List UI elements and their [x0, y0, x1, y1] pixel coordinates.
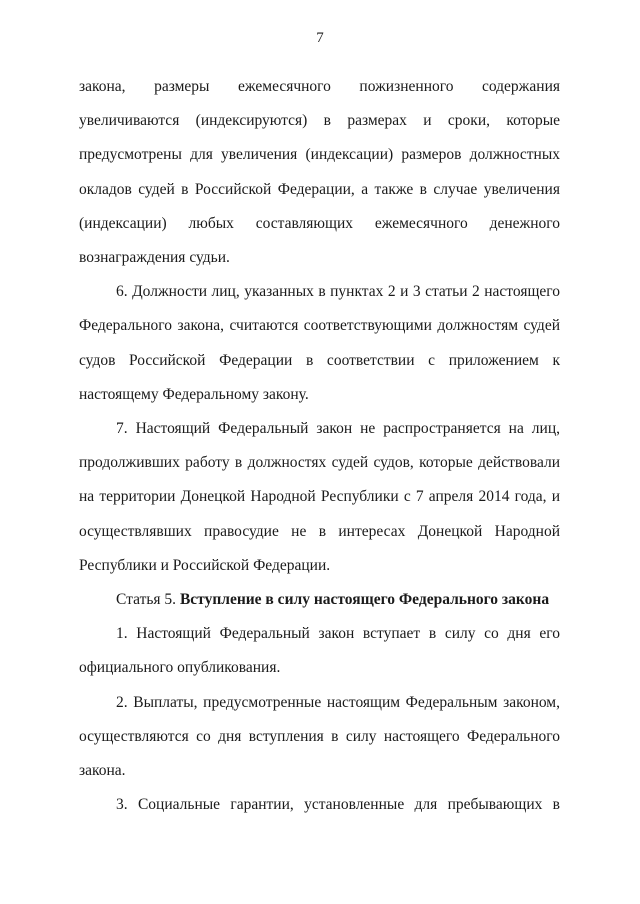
paragraph-continuation: закона, размеры ежемесячного пожизненного содержания увеличиваются (индексируются) в размерах и сроки, которые предусмотрены для увеличения (индексации) размеров должностных окладов судей в Российской Федерации, а также в случае увеличения (индексации) любых составляющих ежемесячного денежного вознаграждения судьи.	[79, 78, 560, 267]
paragraph-item-7: 7. Настоящий Федеральный закон не распространяется на лиц, продолживших работу в должностях судей судов, которые действовали на территории Донецкой Народной Республики с 7 апреля 2014 года, и осуществлявших правосудие не в интересах Донецкой Народной Республики и Российской Федерации.	[79, 420, 560, 574]
article-5-title: Вступление в силу настоящего Федерального закона	[179, 591, 550, 609]
article-5-item-2: 2. Выплаты, предусмотренные настоящим Федеральным законом, осуществляются со дня вступления в силу настоящего Федерального закона.	[79, 693, 560, 780]
document-body	[79, 70, 560, 822]
paragraph-item-6: 6. Должности лиц, указанных в пунктах 2 и 3 статьи 2 настоящего Федерального закона, считаются соответствующими должностям судей судов Российской Федерации в соответствии с приложением к настоящему Федеральному закону.	[79, 283, 560, 403]
article-5-item-1: 1. Настоящий Федеральный закон вступает в силу со дня его официального опубликования.	[79, 625, 560, 677]
article-5-item-3: 3. Социальные гарантии, установленные для пребывающих в	[116, 796, 560, 814]
page-number: 7	[316, 30, 324, 46]
article-5-label: Статья 5.	[116, 591, 177, 609]
article-5-heading	[79, 583, 560, 617]
